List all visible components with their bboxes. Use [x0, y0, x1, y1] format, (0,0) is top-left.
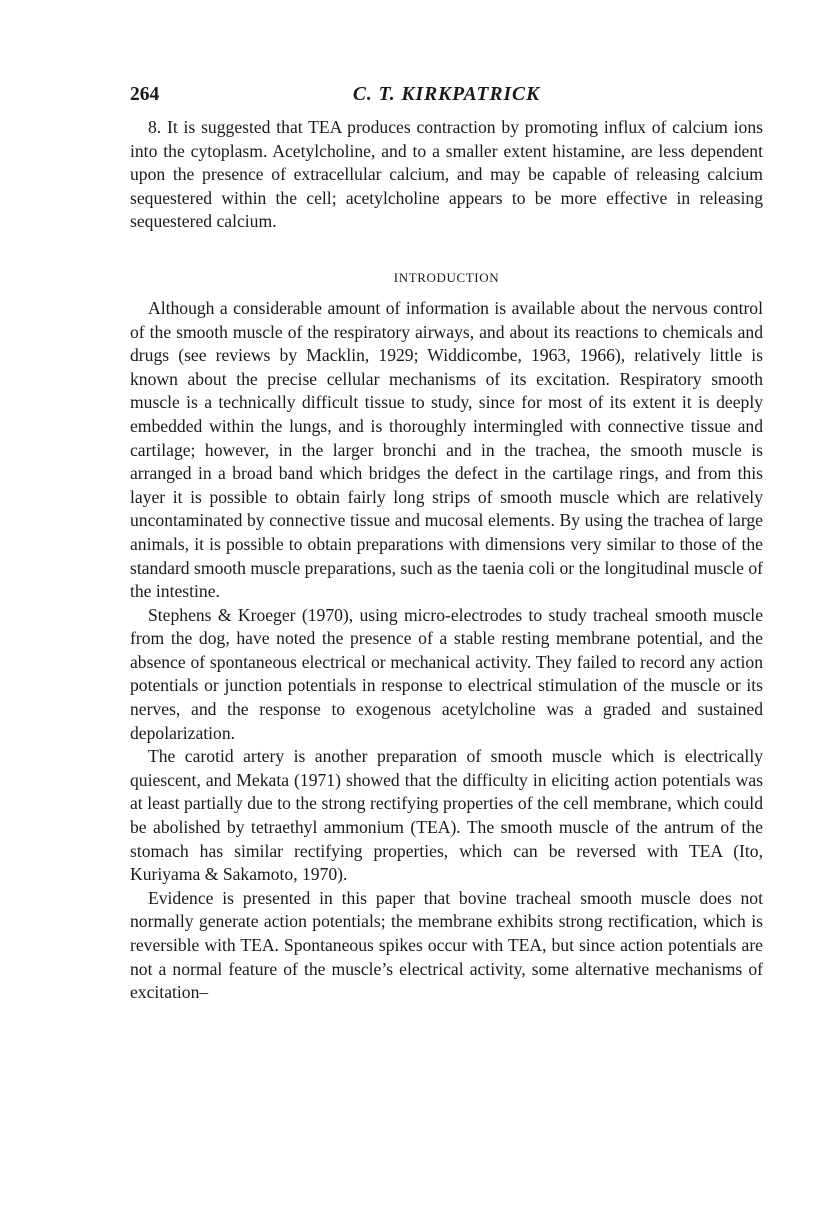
- intro-paragraph: Although a considerable amount of information is available about the nervous control of the smooth muscle of the respiratory airways, and about its reactions to chemicals and drugs (see reviews by Macklin, 1929; Widdicombe, 1963, 1966), relatively little is known about the precise cellular mechanisms of its excitation. Respiratory smooth muscle is a technically difficult tissue to study, since for most of its extent it is deeply embedded within the lungs, and is thoroughly intermingled with connective tissue and cartilage; however, in the larger bronchi and in the trachea, the smooth muscle is arranged in a broad band which bridges the defect in the cartilage rings, and from this layer it is possible to obtain fairly long strips of smooth muscle which are relatively uncontaminated by connective tissue and mucosal elements. By using the trachea of large animals, it is possible to obtain preparations with dimensions very similar to those of the standard smooth muscle preparations, such as the taenia coli or the longitudinal muscle of the intestine.: [130, 297, 763, 602]
- section-heading: INTRODUCTION: [393, 269, 500, 285]
- intro-paragraph: Stephens & Kroeger (1970), using micro-electrodes to study tracheal smooth muscle from the dog, have noted the presence of a stable resting membrane potential, and the absence of spontaneous electrical or mechanical activity. They failed to record any action potentials or junction potentials in response to electrical stimulation of the muscle or its nerves, and the response to exogenous acetylcholine was a graded and sustained depolarization.: [130, 604, 763, 743]
- journal-page: [130, 84, 763, 1005]
- running-header: [130, 84, 763, 116]
- running-title: C. T. KIRKPATRICK: [352, 84, 541, 105]
- page-number: 264: [130, 84, 160, 105]
- summary-item-8: 8. It is suggested that TEA produces contraction by promoting influx of calcium ions into the cytoplasm. Acetylcholine, and to a smaller extent histamine, are less dependent upon the presence of extracellular calcium, and may be capable of releasing calcium sequestered within the cell; acetylcholine appears to be more effective in releasing sequestered calcium.: [130, 117, 763, 232]
- intro-paragraph: The carotid artery is another preparation of smooth muscle which is electrically quiescent, and Mekata (1971) showed that the difficulty in eliciting action potentials was at least partially due to the strong rectifying properties of the cell membrane, which could be abolished by tetraethyl ammonium (TEA). The smooth muscle of the antrum of the stomach has similar rectifying properties, which can be reversed with TEA (Ito, Kuriyama & Sakamoto, 1970).: [130, 746, 763, 885]
- intro-paragraph: Evidence is presented in this paper that bovine tracheal smooth muscle does not normally generate action potentials; the membrane exhibits strong rectification, which is reversible with TEA. Spontaneous spikes occur with TEA, but since action potentials are not a normal feature of the muscle’s electrical activity, some alternative mechanisms of excitation–: [130, 887, 763, 1003]
